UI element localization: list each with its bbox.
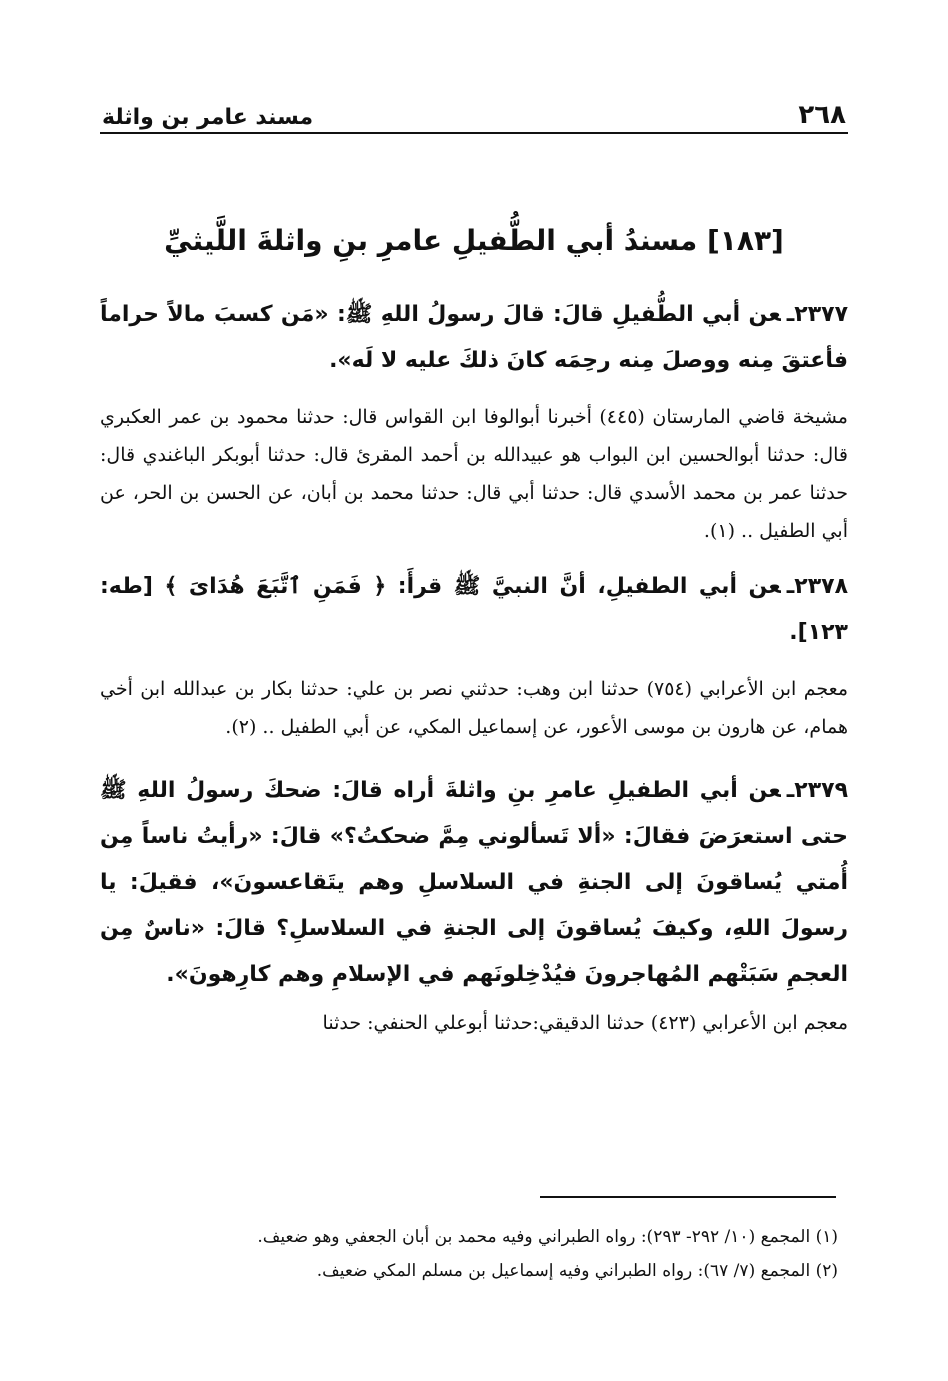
footnote: (١) المجمع (١٠/ ٢٩٢- ٢٩٣): رواه الطبراني وفيه محمد بن أبان الجعفي وهو ضعيف. [257,1227,838,1247]
source-citation: معجم ابن الأعرابي (٤٢٣) حدثنا الدقيقي:حدثنا أبوعلي الحنفي: حدثنا [322,1012,848,1034]
page-body [100,292,848,1042]
footnotes [100,1220,838,1288]
footnote: (٢) المجمع (٧/ ٦٧): رواه الطبراني وفيه إسماعيل بن مسلم المكي ضعيف. [316,1261,838,1281]
hadith-text: عن أبي الطفيلِ عامرِ بنِ واثلةَ أراه قالَ: ضحكَ رسولُ اللهِ ﷺ حتى استعرَضَ فقالَ: «ألا تَسألوني مِمَّ ضحكتُ؟» قالَ: «رأيتُ ناساً مِن أُمتي يُساقونَ إلى الجنةِ في السلاسلِ وهم يتَقاعسونَ»، فقيلَ: يا رسولَ اللهِ، وكيفَ يُساقونَ إلى الجنةِ في السلاسلِ؟ قالَ: «ناسٌ مِن العجمِ سَبَتْهم المُهاجرونَ فيُدْخِلونَهم في الإسلامِ وهم كارِهونَ». [100,778,848,987]
hadith-entry [100,564,848,656]
footnote-rule [540,1196,836,1198]
hadith-entry [100,292,848,384]
hadith-number: ٢٣٧٨ـ [786,574,848,599]
section-title: [١٨٣] مسندُ أبي الطُّفيلِ عامرِ بنِ واثلةَ اللَّيثيِّ [164,224,784,257]
header-rule [100,132,848,134]
source-citation: معجم ابن الأعرابي (٧٥٤) حدثنا ابن وهب: حدثني نصر بن علي: حدثنا بكار بن عبدالله ابن أخي همام، عن هارون بن موسى الأعور، عن إسماعيل المكي، عن أبي الطفيل .. (٢). [100,678,849,738]
page-header [102,96,846,130]
hadith-entry [100,768,848,998]
hadith-number: ٢٣٧٧ـ [786,302,848,327]
page-number: ٢٦٨ [798,100,846,130]
source-citation: مشيخة قاضي المارستان (٤٤٥) أخبرنا أبوالوفا ابن القواس قال: حدثنا محمود بن عمر العكبري قال: حدثنا أبوالحسين ابن البواب هو عبيدالله بن أحمد المقرئ قال: حدثنا أبوبكر الباغندي قال: حدثنا عمر بن محمد الأسدي قال: حدثنا أبي قال: حدثنا محمد بن أبان، عن الحسن بن الحر، عن أبي الطفيل .. (١). [100,406,848,542]
hadith-text: عن أبي الطفيلِ، أنَّ النبيَّ ﷺ قرأَ: ﴿ فَمَنِ ٱتَّبَعَ هُدَایَ ﴾ [طه: ١٢٣]. [100,574,848,645]
hadith-number: ٢٣٧٩ـ [786,778,848,803]
running-title: مسند عامر بن واثلة [102,105,314,130]
hadith-text: عن أبي الطُّفيلِ قالَ: قالَ رسولُ اللهِ ﷺ: «مَن كسبَ مالاً حراماً فأعتقَ مِنه ووصلَ مِنه رحِمَه كانَ ذلكَ عليه لا لَه». [100,302,848,373]
